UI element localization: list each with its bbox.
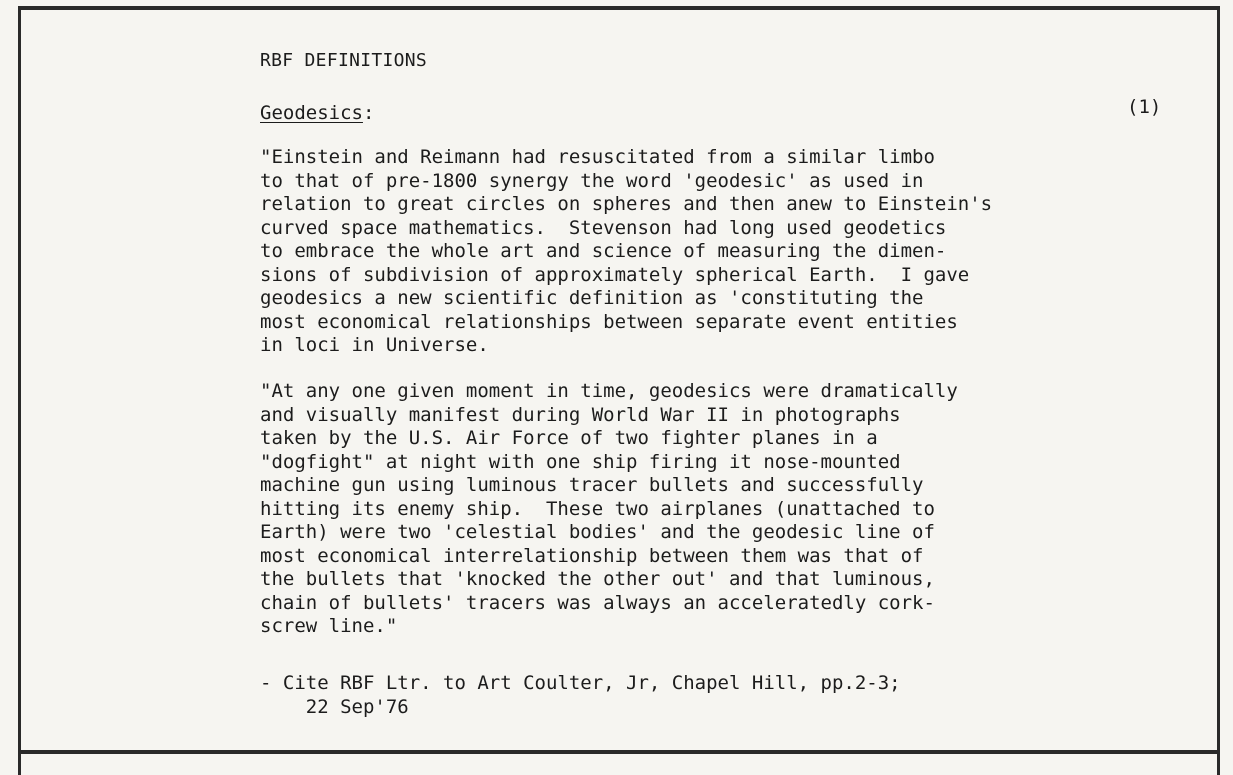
text-line: in loci in Universe. — [260, 334, 489, 356]
text-line: "At any one given moment in time, geodesics were dramatically — [260, 380, 958, 402]
text-line: most economical relationships between separate event entities — [260, 310, 958, 333]
text-line: geodesics a new scientific definition as 'constituting the — [260, 287, 924, 309]
text-line: "Einstein and Reimann had resuscitated from a similar limbo — [260, 146, 935, 168]
document-heading: RBF DEFINITIONS — [260, 50, 428, 71]
quote-paragraph-1 — [260, 146, 992, 358]
text-line: machine gun using luminous tracer bullets and successfully — [260, 474, 924, 496]
text-line: most economical interrelationship between them was that of — [260, 544, 924, 567]
text-line: relation to great circles on spheres and then anew to Einstein's — [260, 193, 993, 215]
quote-paragraph-2 — [260, 380, 958, 639]
text-line: sions of subdivision of approximately spherical Earth. I gave — [260, 263, 970, 286]
text-line: "dogfight" at night with one ship firing it nose-mounted — [260, 450, 901, 473]
text-line: chain of bullets' tracers was always an acceleratedly cork- — [260, 591, 935, 614]
page-number: (1) — [1127, 96, 1162, 118]
text-line: to that of pre-1800 synergy the word 'geodesic' as used in — [260, 169, 924, 192]
text-line: curved space mathematics. Stevenson had long used geodetics — [260, 216, 947, 239]
citation — [260, 672, 901, 719]
text-line: Earth) were two 'celestial bodies' and the geodesic line of — [260, 521, 935, 543]
text-line: the bullets that 'knocked the other out' and that luminous, — [260, 568, 935, 590]
term-word: Geodesics — [260, 102, 363, 124]
citation-line: - Cite RBF Ltr. to Art Coulter, Jr, Chapel Hill, pp.2-3; — [260, 672, 901, 694]
citation-date: 22 Sep'76 — [260, 695, 409, 718]
text-line: hitting its enemy ship. These two airplanes (unattached to — [260, 497, 935, 520]
text-line: taken by the U.S. Air Force of two fighter planes in a — [260, 427, 878, 449]
text-line: and visually manifest during World War II in photographs — [260, 403, 901, 426]
term-title — [260, 102, 374, 124]
term-colon: : — [362, 102, 375, 124]
next-card-edge — [18, 754, 1220, 775]
text-line: screw line." — [260, 615, 398, 637]
text-line: to embrace the whole art and science of measuring the dimen- — [260, 240, 947, 262]
